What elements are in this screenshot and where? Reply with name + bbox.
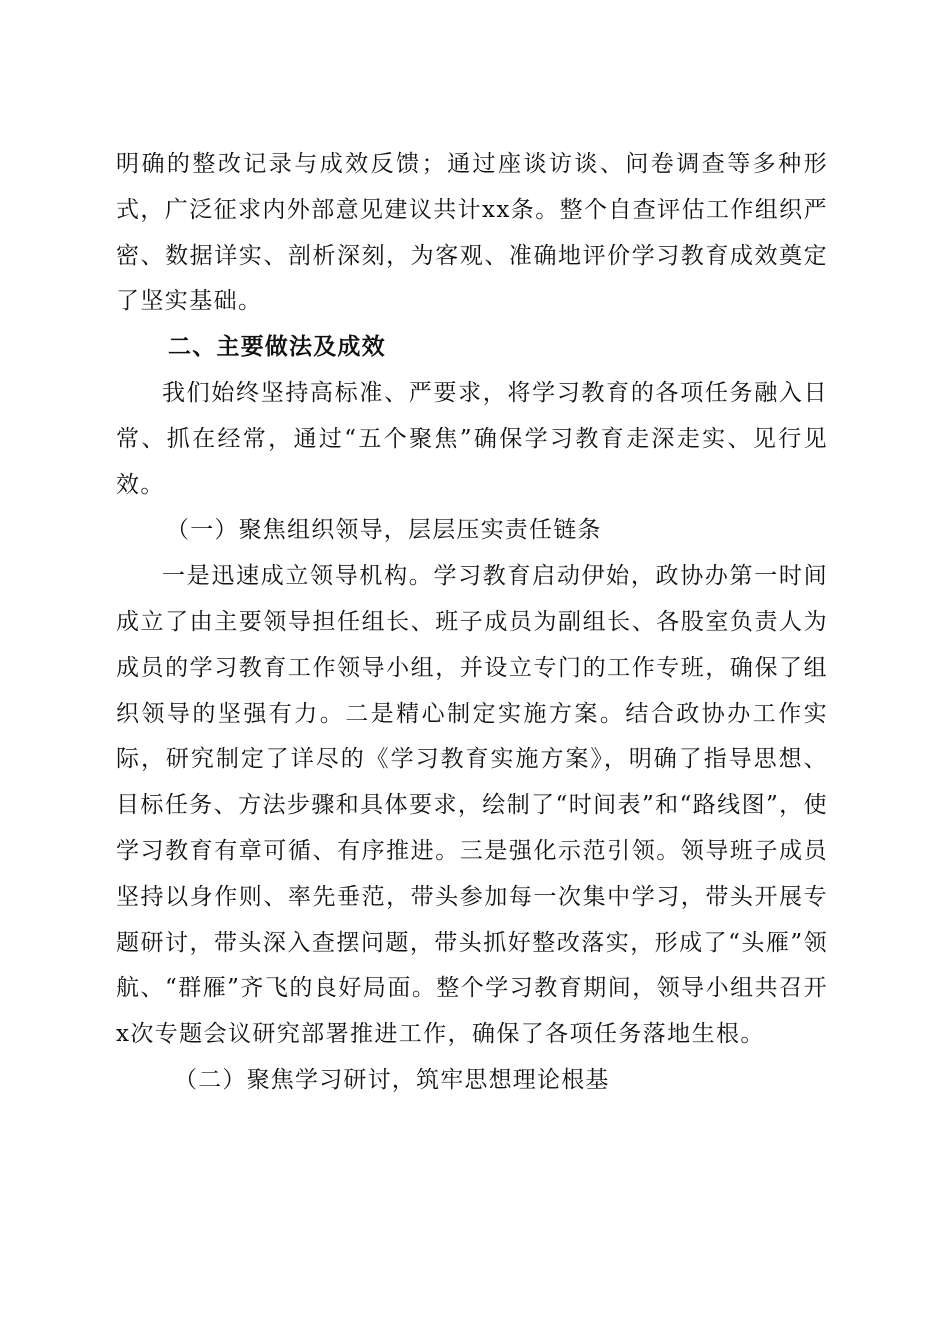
subheading-organization-leadership: （一）聚焦组织领导，层层压实责任链条	[166, 517, 602, 544]
paragraph-leadership-details: 一是迅速成立领导机构。学习教育启动伊始，政协办第一时间成立了由主要领导担任组长、班子成员为副组长、各股室负责人为成员的学习教育工作领导小组，并设立专门的工作专班，确保了组织领导的坚强有力。二是精心制定实施方案。结合政协办工作实际，研究制定了详尽的《学习教育实施方案》，明确了指导思想、目标任务、方法步骤和具体要求，绘制了“时间表”和“路线图”，使学习教育有章可循、有序推进。三是强化示范引领。领导班子成员坚持以身作则、率先垂范，带头参加每一次集中学习，带头开展专题研讨，带头深入查摆问题，带头抓好整改落实，形成了“头雁”领航、“群雁”齐飞的良好局面。整个学习教育期间，领导小组共召开x次专题会议研究部署推进工作，确保了各项任务落地生根。	[116, 563, 828, 1048]
paragraph-five-focuses: 我们始终坚持高标准、严要求，将学习教育的各项任务融入日常、抓在经常，通过“五个聚焦”确保学习教育走深走实、见行见效。	[116, 379, 828, 498]
subheading-study-discussion: （二）聚焦学习研讨，筑牢思想理论根基	[174, 1066, 610, 1093]
paragraph-self-assessment: 明确的整改记录与成效反馈；通过座谈访谈、问卷调查等多种形式，广泛征求内外部意见建议共计xx条。整个自查评估工作组织严密、数据详实、剖析深刻，为客观、准确地评价学习教育成效奠定了坚实基础。	[116, 151, 828, 315]
document-body	[116, 142, 828, 1104]
section-heading-main-practices: 二、主要做法及成效	[168, 334, 386, 361]
